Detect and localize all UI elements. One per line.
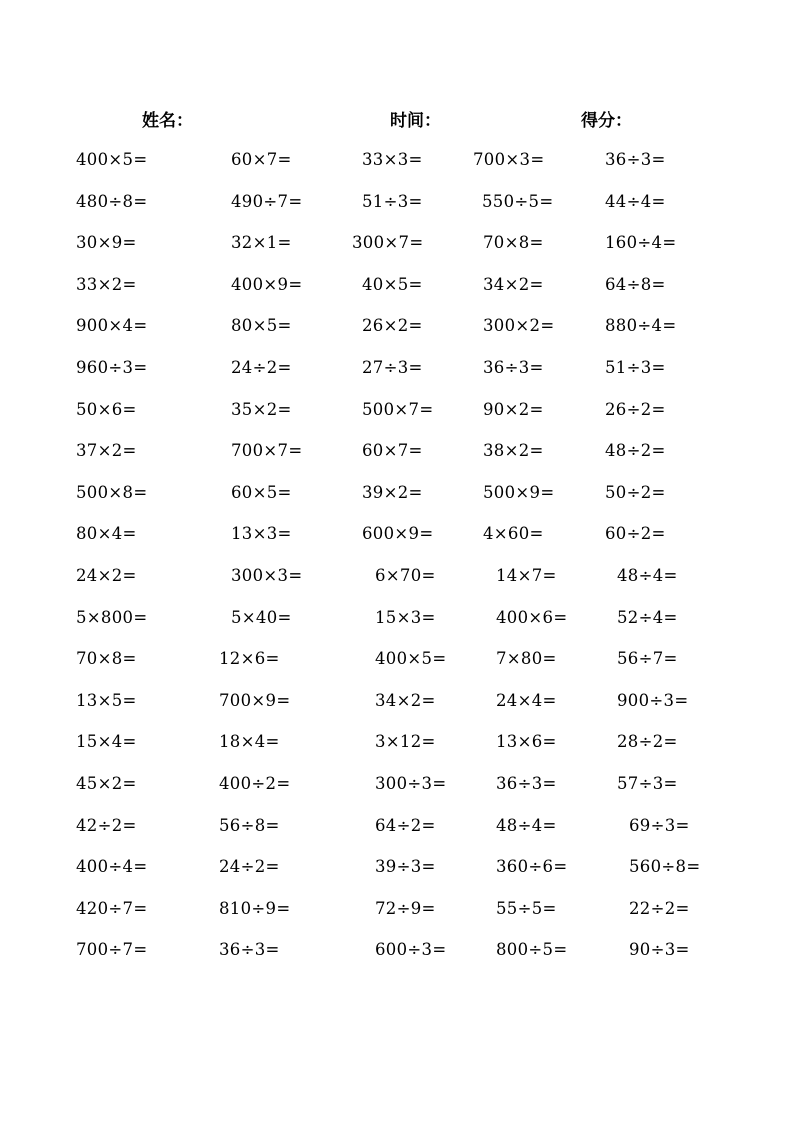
problem-r5-c2: 80×5=	[231, 316, 292, 335]
problem-r1-c4: 700×3=	[473, 150, 545, 169]
problem-r18-c1: 400÷4=	[76, 857, 148, 876]
problem-r2-c5: 44÷4=	[605, 192, 666, 211]
problem-r11-c4: 14×7=	[496, 566, 557, 585]
problem-r11-c1: 24×2=	[76, 566, 137, 585]
problem-r6-c3: 27÷3=	[362, 358, 423, 377]
problem-r14-c4: 24×4=	[496, 691, 557, 710]
problem-r1-c1: 400×5=	[76, 150, 148, 169]
problem-r16-c1: 45×2=	[76, 774, 137, 793]
problem-r13-c4: 7×80=	[496, 649, 557, 668]
problem-r20-c2: 36÷3=	[219, 940, 280, 959]
problem-r7-c5: 26÷2=	[605, 400, 666, 419]
problem-r12-c2: 5×40=	[231, 608, 292, 627]
problem-r6-c2: 24÷2=	[231, 358, 292, 377]
problem-r14-c1: 13×5=	[76, 691, 137, 710]
problem-r11-c3: 6×70=	[375, 566, 436, 585]
problem-r18-c2: 24÷2=	[219, 857, 280, 876]
problem-r12-c5: 52÷4=	[617, 608, 678, 627]
problem-r10-c4: 4×60=	[483, 524, 544, 543]
problem-r15-c5: 28÷2=	[617, 732, 678, 751]
problem-r19-c3: 72÷9=	[375, 899, 436, 918]
problem-r1-c3: 33×3=	[362, 150, 423, 169]
score-label: 得分：	[581, 111, 632, 131]
problem-r6-c5: 51÷3=	[605, 358, 666, 377]
problem-r20-c3: 600÷3=	[375, 940, 447, 959]
problem-r17-c1: 42÷2=	[76, 816, 137, 835]
problem-r8-c1: 37×2=	[76, 441, 137, 460]
problem-r10-c1: 80×4=	[76, 524, 137, 543]
problem-r18-c5: 560÷8=	[629, 857, 701, 876]
problem-r4-c5: 64÷8=	[605, 275, 666, 294]
problem-r1-c5: 36÷3=	[605, 150, 666, 169]
problem-r6-c4: 36÷3=	[483, 358, 544, 377]
problem-r14-c3: 34×2=	[375, 691, 436, 710]
problem-r9-c1: 500×8=	[76, 483, 148, 502]
problem-r2-c1: 480÷8=	[76, 192, 148, 211]
problem-r19-c4: 55÷5=	[496, 899, 557, 918]
problem-r9-c4: 500×9=	[483, 483, 555, 502]
problem-r13-c5: 56÷7=	[617, 649, 678, 668]
problem-r8-c3: 60×7=	[362, 441, 423, 460]
problem-r4-c1: 33×2=	[76, 275, 137, 294]
problem-r2-c3: 51÷3=	[362, 192, 423, 211]
problem-r15-c1: 15×4=	[76, 732, 137, 751]
problem-r10-c5: 60÷2=	[605, 524, 666, 543]
problem-r1-c2: 60×7=	[231, 150, 292, 169]
problem-r14-c5: 900÷3=	[617, 691, 689, 710]
problem-r9-c2: 60×5=	[231, 483, 292, 502]
problem-r5-c1: 900×4=	[76, 316, 148, 335]
problem-r11-c5: 48÷4=	[617, 566, 678, 585]
problem-r12-c4: 400×6=	[496, 608, 568, 627]
problem-r17-c2: 56÷8=	[219, 816, 280, 835]
problem-r6-c1: 960÷3=	[76, 358, 148, 377]
problem-r15-c3: 3×12=	[375, 732, 436, 751]
problem-r16-c3: 300÷3=	[375, 774, 447, 793]
problem-r14-c2: 700×9=	[219, 691, 291, 710]
problem-r12-c3: 15×3=	[375, 608, 436, 627]
time-label: 时间：	[390, 111, 441, 131]
problem-r13-c3: 400×5=	[375, 649, 447, 668]
problem-r4-c2: 400×9=	[231, 275, 303, 294]
name-label: 姓名：	[142, 111, 193, 131]
problem-r3-c1: 30×9=	[76, 233, 137, 252]
problem-r19-c1: 420÷7=	[76, 899, 148, 918]
problem-r10-c2: 13×3=	[231, 524, 292, 543]
problem-r4-c4: 34×2=	[483, 275, 544, 294]
problem-r18-c3: 39÷3=	[375, 857, 436, 876]
problem-r8-c4: 38×2=	[483, 441, 544, 460]
problem-r3-c3: 300×7=	[352, 233, 424, 252]
problem-r17-c4: 48÷4=	[496, 816, 557, 835]
problem-r16-c5: 57÷3=	[617, 774, 678, 793]
problem-r17-c5: 69÷3=	[629, 816, 690, 835]
problem-r19-c5: 22÷2=	[629, 899, 690, 918]
problem-r20-c4: 800÷5=	[496, 940, 568, 959]
problem-r7-c2: 35×2=	[231, 400, 292, 419]
problem-r8-c2: 700×7=	[231, 441, 303, 460]
problem-r8-c5: 48÷2=	[605, 441, 666, 460]
problem-r7-c3: 500×7=	[362, 400, 434, 419]
problem-r16-c4: 36÷3=	[496, 774, 557, 793]
problem-r17-c3: 64÷2=	[375, 816, 436, 835]
problem-r3-c5: 160÷4=	[605, 233, 677, 252]
problem-r13-c2: 12×6=	[219, 649, 280, 668]
problem-r16-c2: 400÷2=	[219, 774, 291, 793]
problem-r10-c3: 600×9=	[362, 524, 434, 543]
problem-r3-c4: 70×8=	[483, 233, 544, 252]
problem-r7-c4: 90×2=	[483, 400, 544, 419]
problem-r7-c1: 50×6=	[76, 400, 137, 419]
problem-r12-c1: 5×800=	[76, 608, 148, 627]
problem-r3-c2: 32×1=	[231, 233, 292, 252]
problem-r4-c3: 40×5=	[362, 275, 423, 294]
problem-r13-c1: 70×8=	[76, 649, 137, 668]
problem-r19-c2: 810÷9=	[219, 899, 291, 918]
problem-r20-c1: 700÷7=	[76, 940, 148, 959]
problem-r5-c3: 26×2=	[362, 316, 423, 335]
problem-r15-c2: 18×4=	[219, 732, 280, 751]
problem-r5-c4: 300×2=	[483, 316, 555, 335]
problem-r11-c2: 300×3=	[231, 566, 303, 585]
problem-r2-c2: 490÷7=	[231, 192, 303, 211]
problem-r15-c4: 13×6=	[496, 732, 557, 751]
problem-r2-c4: 550÷5=	[482, 192, 554, 211]
problem-r18-c4: 360÷6=	[496, 857, 568, 876]
problem-r9-c5: 50÷2=	[605, 483, 666, 502]
problem-r9-c3: 39×2=	[362, 483, 423, 502]
problem-r5-c5: 880÷4=	[605, 316, 677, 335]
problem-r20-c5: 90÷3=	[629, 940, 690, 959]
